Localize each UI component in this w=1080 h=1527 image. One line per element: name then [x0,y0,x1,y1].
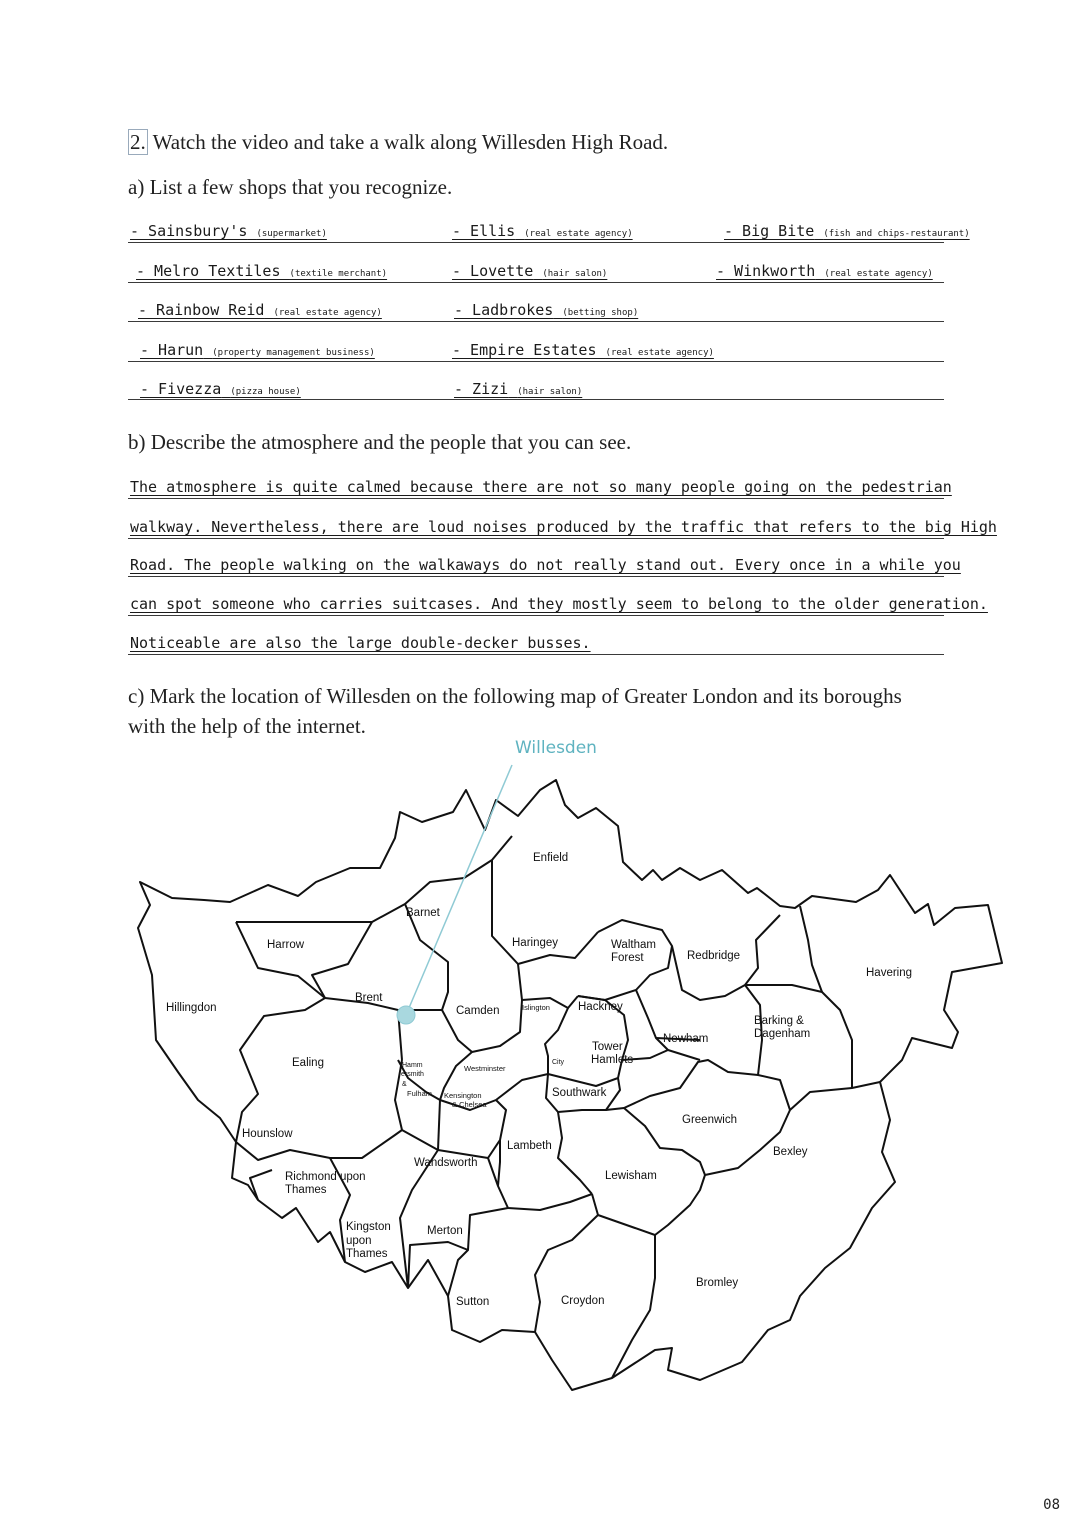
page-number: 08 [1043,1497,1060,1513]
shop-entry: - Zizi (hair salon) [454,380,583,398]
willesden-label: Willesden [515,738,597,758]
part-c-prompt: c) Mark the location of Willesden on the following map of Greater London and its boroughs [128,684,902,708]
shop-entry: - Harun (property management business) [140,341,375,359]
borough-label-merton: Merton [427,1225,463,1237]
question-text: Watch the video and take a walk along Willesden High Road. [152,130,669,154]
shop-entry: - Empire Estates (real estate agency) [452,341,714,359]
borough-label-kingston-thames: Thames [346,1248,388,1260]
borough-label-lewisham: Lewisham [605,1170,657,1182]
shop-entry: - Winkworth (real estate agency) [716,262,933,280]
borough-label-city: City [552,1059,565,1066]
borough-label-chelsea: & Chelsea [452,1100,487,1109]
borough-label-ealing: Ealing [292,1057,324,1069]
borough-label-amp: & [402,1081,407,1088]
borough-label-newham: Newham [663,1033,709,1045]
description-line: walkway. Nevertheless, there are loud noises produced by the traffic that refers to the big High [130,518,997,536]
shop-entry: - Rainbow Reid (real estate agency) [138,301,382,319]
description-line: Road. The people walking on the walkaways do not really stand out. Every once in a while you [130,556,961,574]
borough-label-enfield: Enfield [533,852,569,864]
borough-label-hillingdon: Hillingdon [166,1002,217,1014]
part-c-prompt-2: with the help of the internet. [128,714,366,738]
borough-label-ersmith: ersmith [401,1071,424,1078]
willesden-marker [397,1006,415,1024]
borough-label-barking: Barking & [754,1015,804,1027]
borough-label-richmond-thames: Thames [285,1184,327,1196]
borough-label-westminster: Westminster [464,1064,506,1073]
borough-labels [166,852,912,1308]
borough-label-tower: Tower [592,1041,623,1053]
borough-label-kensington: Kensington [444,1091,482,1100]
question-number: 2. [130,130,146,154]
borough-label-hackney: Hackney [578,1001,623,1013]
shop-entry: - Melro Textiles (textile merchant) [136,262,388,280]
borough-label-wandsworth: Wandsworth [414,1157,478,1169]
borough-label-southwark: Southwark [552,1087,607,1099]
shop-entry: - Sainsbury's (supermarket) [130,222,327,240]
borough-label-waltham: Waltham [611,939,656,951]
borough-label-harrow: Harrow [267,939,305,951]
borough-label-kingston: Kingston [346,1221,391,1233]
borough-label-kingston-upon: upon [346,1235,372,1247]
shop-entry: - Big Bite (fish and chips-restaurant) [724,222,970,240]
borough-label-fulham: Fulham [407,1089,433,1098]
borough-label-redbridge: Redbridge [687,950,741,962]
borough-label-hamlets: Hamlets [591,1054,634,1066]
borough-label-hamm: Hamm [402,1062,423,1069]
borough-label-barnet: Barnet [406,907,440,919]
borough-label-dagenham: Dagenham [754,1028,811,1040]
description-line: The atmosphere is quite calmed because there are not so many people going on the pedestrian [130,478,952,496]
borough-label-haringey: Haringey [512,937,559,949]
part-a-prompt: a) List a few shops that you recognize. [128,175,453,199]
shop-entry: - Lovette (hair salon) [452,262,608,280]
borough-label-richmond: Richmond upon [285,1171,366,1183]
shop-entry: - Ellis (real estate agency) [452,222,633,240]
borough-label-greenwich: Greenwich [682,1114,737,1126]
borough-label-brent: Brent [355,992,383,1004]
description-line: Noticeable are also the large double-decker busses. [130,634,591,652]
borough-label-lambeth: Lambeth [507,1140,552,1152]
borough-label-havering: Havering [866,967,913,979]
part-b-prompt: b) Describe the atmosphere and the people that you can see. [128,430,632,454]
shop-entry: - Ladbrokes (betting shop) [454,301,639,319]
borough-label-hounslow: Hounslow [242,1128,293,1140]
borough-label-bromley: Bromley [696,1277,739,1289]
borough-label-forest: Forest [611,952,644,964]
borough-label-croydon: Croydon [561,1295,605,1307]
borough-label-camden: Camden [456,1005,500,1017]
borough-label-bexley: Bexley [773,1146,808,1158]
description-line: can spot someone who carries suitcases. And they mostly seem to belong to the older generation. [130,595,988,613]
borough-label-sutton: Sutton [456,1296,490,1308]
shop-entry: - Fivezza (pizza house) [140,380,301,398]
borough-label-islington: Islington [522,1003,550,1012]
